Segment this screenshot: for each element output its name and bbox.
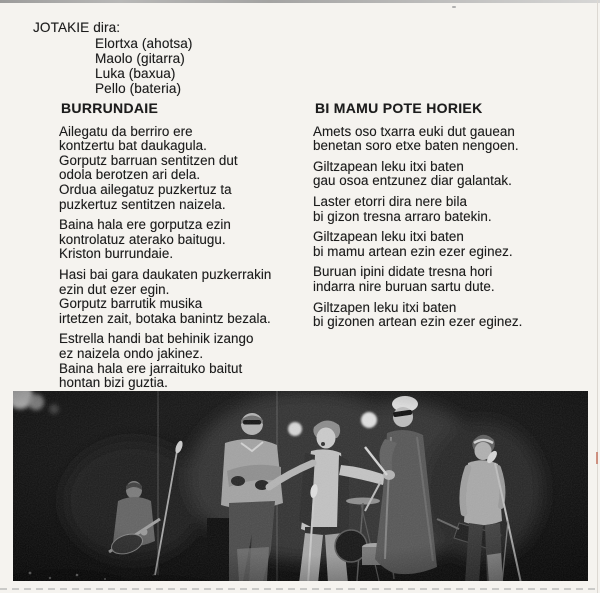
photo-grain <box>13 391 588 581</box>
stanza <box>313 265 581 294</box>
song-title: BI MAMU POTE HORIEK <box>315 100 483 116</box>
song-burrundaie <box>59 101 311 391</box>
credit-member: Luka (baxua) <box>95 66 176 81</box>
stanza <box>59 218 311 262</box>
lyric-line: Baina hala ere jarraituko baitut <box>59 360 243 376</box>
lyric-line: indarra nire buruan sartu dute. <box>313 278 495 294</box>
lyric-line: Laster etorri dira nere bila <box>313 193 467 209</box>
lyric-line: bi gizonen artean ezin ezer eginez. <box>313 314 523 330</box>
lyric-line: puzkertuz sentitzen naizela. <box>59 196 226 212</box>
scan-artifact-red-mark <box>596 452 598 464</box>
stanza <box>313 160 581 189</box>
credits-heading: JOTAKIE dira: <box>33 20 121 35</box>
lyric-line: kontzertu bat daukagula. <box>59 138 207 154</box>
concert-photo <box>13 391 588 581</box>
lyric-line: Ailegatu da berriro ere <box>59 123 193 139</box>
stanza <box>59 268 311 326</box>
lyric-line: hontan bizi guztia. <box>59 375 168 391</box>
stanza <box>313 230 581 259</box>
credits-members <box>95 36 193 96</box>
stanza <box>313 195 581 224</box>
lyric-line: Gorputz barruan sentitzen dut <box>59 152 238 168</box>
lyric-line: Hasi bai gara daukaten puzkerrakin <box>59 266 272 282</box>
scan-speck <box>452 6 456 8</box>
stanza <box>59 125 311 213</box>
lyric-line: Giltzapean leku itxi baten <box>313 229 464 245</box>
scan-artifact-right-edge <box>597 0 598 593</box>
lyric-line: ezin dut ezer egin. <box>59 281 170 297</box>
song-bi-mamu-pote-horiek <box>313 101 581 330</box>
lyric-line: bi mamu artean ezin ezer eginez. <box>313 243 513 259</box>
stanza <box>313 125 581 154</box>
band-credits <box>33 20 193 96</box>
stanza <box>59 332 311 390</box>
lyric-line: ez naizela ondo jakinez. <box>59 345 204 361</box>
lyric-line: Giltzapean leku itxi baten <box>313 158 464 174</box>
lyric-line: Estrella handi bat behinik izango <box>59 331 254 347</box>
song-title: BURRUNDAIE <box>61 100 159 116</box>
lyric-line: Ordua ailegatuz puzkertuz ta <box>59 181 232 197</box>
lyric-line: Gorputz barrutik musika <box>59 296 203 312</box>
lyric-line: bi gizon tresna arraro batekin. <box>313 208 492 224</box>
credit-member: Elortxa (ahotsa) <box>95 36 193 51</box>
credit-member: Pello (bateria) <box>95 81 182 96</box>
scan-artifact-bottom-line <box>0 588 600 590</box>
lyric-line: kontrolatuz aterako baitugu. <box>59 231 226 247</box>
lyric-line: irtetzen zait, botaka banintz bezala. <box>59 310 271 326</box>
lyric-line: Buruan ipini didate tresna hori <box>313 264 493 280</box>
lyric-line: Giltzapen leku itxi baten <box>313 299 457 315</box>
credit-member: Maolo (gitarra) <box>95 51 185 66</box>
lyric-line: odola berotzen ari dela. <box>59 167 201 183</box>
lyric-line: Kriston burrundaie. <box>59 246 174 262</box>
lyric-line: Baina hala ere gorputza ezin <box>59 217 231 233</box>
scan-artifact-top-line <box>0 0 600 3</box>
lyric-line: Amets oso txarra euki dut gauean <box>313 123 515 139</box>
stanza <box>313 301 581 330</box>
lyric-line: gau osoa entzunez diar galantak. <box>313 173 512 189</box>
lyric-line: benetan soro etxe baten nengoen. <box>313 138 519 154</box>
